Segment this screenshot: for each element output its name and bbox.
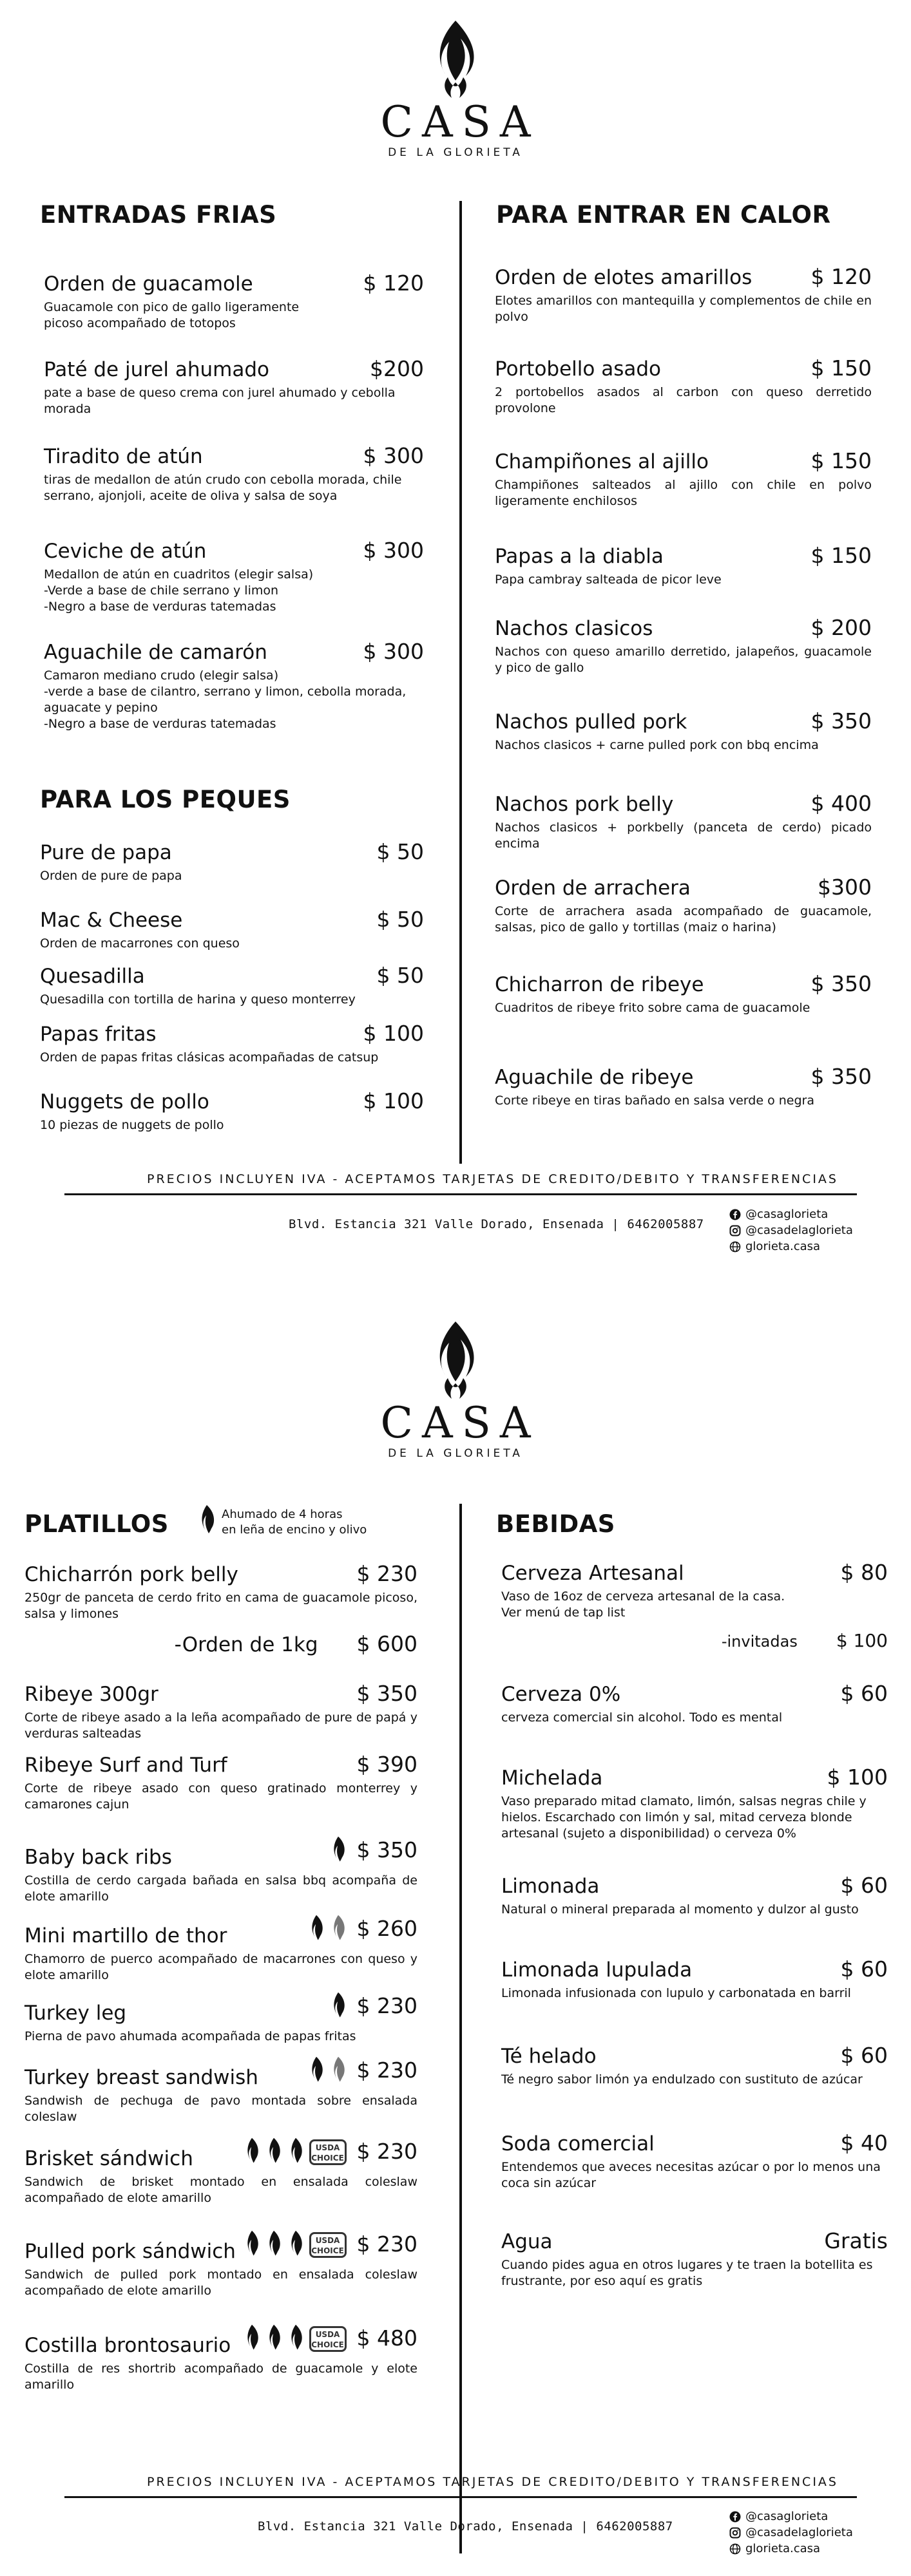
globe-icon	[729, 1241, 741, 1253]
menu-item	[495, 1064, 872, 1109]
item-name: Limonada	[501, 1875, 600, 1898]
item-name: Mini martillo de thor	[24, 1924, 227, 1947]
menu-item	[40, 1088, 424, 1133]
menu-item	[501, 2130, 888, 2192]
item-name: Ceviche de atún	[44, 540, 207, 563]
menu-item	[24, 2056, 417, 2125]
item-price: $ 230	[356, 1993, 417, 2018]
item-name: Michelada	[501, 1766, 603, 1790]
item-price: $ 100	[363, 1021, 424, 1046]
footer-divider	[64, 2496, 857, 2498]
item-name: Tiradito de atún	[44, 445, 203, 468]
flame-icon	[287, 2230, 304, 2258]
menu-item	[44, 443, 424, 504]
item-price: $ 350	[810, 971, 872, 996]
menu-item	[44, 356, 424, 417]
item-description: 250gr de panceta de cerdo frito en cama de guacamole picoso, salsa y limones	[24, 1591, 417, 1621]
facebook-handle[interactable]: @casaglorieta	[745, 2510, 829, 2523]
flame-icon	[308, 1914, 325, 1942]
menu-item	[501, 1765, 888, 1842]
item-description: tiras de medallon de atún crudo con cebolla morada, chile serrano, ajonjoli, aceite de oliva y salsa de soya	[44, 473, 402, 503]
item-description: Corte ribeye en tiras bañado en salsa verde o negra	[495, 1094, 814, 1108]
item-price: $ 480	[356, 2325, 417, 2351]
item-description: Vaso de 16oz de cerveza artesanal de la casa. Ver menú de tap list	[501, 1589, 785, 1620]
item-description: 10 piezas de nuggets de pollo	[40, 1118, 224, 1132]
item-description: Medallon de atún en cuadritos (elegir salsa) -Verde a base de chile serrano y limon -Negro a base de verduras tatemadas	[44, 567, 314, 614]
item-name: Costilla brontosaurio	[24, 2334, 231, 2357]
section-title-para-entrar-en-calor: PARA ENTRAR EN CALOR	[496, 201, 831, 229]
item-price: $ 350	[810, 708, 872, 734]
usda-choice-badge: USDA CHOICE	[309, 2139, 347, 2165]
item-description: Sandwich de pulled pork montado en ensalada coleslaw acompañado de elote amarillo	[24, 2268, 417, 2298]
item-description: Costilla de res shortrib acompañado de guacamole y elote amarillo	[24, 2362, 417, 2392]
menu-item	[44, 270, 424, 332]
column-divider	[459, 201, 462, 1164]
item-description: Nachos clasicos + carne pulled pork con bbq encima	[495, 738, 819, 752]
item-price: $ 120	[363, 270, 424, 296]
item-description: Sandwich de brisket montado en ensalada coleslaw acompañado de elote amarillo	[24, 2175, 417, 2205]
flame-icon	[308, 2056, 325, 2084]
item-description: Champiñones salteados al ajillo con chile en polvo ligeramente enchilosos	[495, 478, 872, 508]
social-links	[729, 2508, 853, 2557]
menu-item	[501, 2228, 888, 2289]
menu-item	[501, 2043, 888, 2088]
item-description: Nachos clasicos + porkbelly (panceta de cerdo) picado encima	[495, 820, 872, 851]
item-price: $ 230	[356, 1561, 417, 1586]
menu-item	[501, 1873, 888, 1918]
item-name: Nuggets de pollo	[40, 1090, 209, 1113]
item-name: Chicharrón pork belly	[24, 1563, 238, 1586]
flame-icon	[265, 2137, 282, 2165]
item-extra-name: -Orden de 1kg	[174, 1633, 318, 1656]
item-name: Cerveza Artesanal	[501, 1562, 684, 1585]
item-description: Corte de arrachera asada acompañado de guacamole, salsas, pico de gallo y tortillas (maiz o harina)	[495, 904, 872, 934]
item-price: $ 300	[363, 639, 424, 664]
logo	[359, 1320, 552, 1460]
item-price: $ 50	[376, 963, 424, 988]
flame-icon	[330, 1914, 347, 1942]
address: Blvd. Estancia 321 Valle Dorado, Ensenada | 6462005887	[258, 2519, 673, 2533]
instagram-icon	[729, 2527, 741, 2539]
item-description: Papa cambray salteada de picor leve	[495, 573, 722, 587]
menu-item	[24, 2230, 417, 2299]
menu-item	[495, 708, 872, 753]
item-price: $ 150	[810, 543, 872, 568]
footer-divider	[64, 1193, 857, 1195]
item-price: $200	[370, 356, 424, 381]
flame-icon	[265, 2230, 282, 2258]
item-description: Corte de ribeye asado con queso gratinado monterrey y camarones cajun	[24, 1781, 417, 1812]
item-price: $ 350	[810, 1064, 872, 1089]
menu-item	[24, 1681, 417, 1742]
item-price: $ 50	[376, 907, 424, 932]
item-price: $ 60	[840, 1681, 888, 1706]
item-extra-price: $ 100	[836, 1630, 888, 1651]
menu-item	[495, 448, 872, 509]
item-name: Quesadilla	[40, 965, 145, 988]
item-price: $ 230	[356, 2138, 417, 2164]
item-price: $ 80	[840, 1560, 888, 1585]
item-price: $ 120	[810, 264, 872, 289]
item-name: Papas a la diabla	[495, 545, 664, 568]
item-description: Té negro sabor limón ya endulzado con sustituto de azúcar	[501, 2072, 863, 2087]
item-name: Limonada lupulada	[501, 1958, 693, 1982]
menu-item	[40, 839, 424, 884]
item-description: Elotes amarillos con mantequilla y complementos de chile en polvo	[495, 294, 872, 324]
website-link[interactable]: glorieta.casa	[745, 2542, 821, 2555]
menu-item	[24, 1835, 417, 1905]
item-price: $ 350	[356, 1681, 417, 1706]
item-name: Soda comercial	[501, 2132, 655, 2155]
menu-item	[495, 971, 872, 1016]
section-title-entradas-frias: ENTRADAS FRIAS	[40, 201, 277, 229]
item-description: 2 portobellos asados al carbon con queso derretido provolone	[495, 385, 872, 415]
smoked-flames	[244, 2137, 347, 2165]
item-name: Baby back ribs	[24, 1846, 172, 1869]
item-name: Orden de arrachera	[495, 876, 691, 900]
flame-icon	[244, 2324, 260, 2352]
item-price: Gratis	[824, 2228, 888, 2253]
flame-icon	[330, 2056, 347, 2084]
item-description: cerveza comercial sin alcohol. Todo es mental	[501, 1710, 783, 1725]
social-links	[729, 1206, 853, 1255]
flame-icon	[287, 2324, 304, 2352]
flame-icon	[244, 2137, 260, 2165]
item-name: Pure de papa	[40, 841, 172, 864]
menu-item	[24, 1561, 417, 1656]
item-description: Natural o mineral preparada al momento y dulzor al gusto	[501, 1902, 859, 1917]
item-description: Guacamole con pico de gallo ligeramente picoso acompañado de totopos	[44, 300, 300, 330]
instagram-icon	[729, 1225, 741, 1236]
menu-item	[501, 1956, 888, 2002]
menu-item	[495, 264, 872, 325]
item-price: $ 260	[356, 1915, 417, 1941]
smoked-flames	[308, 2056, 347, 2084]
item-price: $ 150	[810, 448, 872, 473]
item-name: Brisket sándwich	[24, 2147, 193, 2170]
item-description: Entendemos que aveces necesitas azúcar o por lo menos una coca sin azúcar	[501, 2160, 881, 2190]
brand-name: CASA	[380, 1398, 540, 1448]
item-price: $ 100	[363, 1088, 424, 1113]
item-price: $ 60	[840, 2043, 888, 2068]
logo	[359, 19, 552, 159]
section-title-platillos: PLATILLOS	[24, 1510, 169, 1538]
menu-item	[24, 1914, 417, 1984]
menu-item	[24, 2137, 417, 2206]
menu-item	[501, 1681, 888, 1726]
item-name: Portobello asado	[495, 357, 662, 381]
menu-item	[495, 875, 872, 936]
facebook-icon	[729, 1209, 741, 1220]
menu-item	[24, 1752, 417, 1813]
menu-item	[40, 907, 424, 952]
item-price: $300	[818, 875, 872, 900]
menu-item	[495, 615, 872, 676]
item-description: Vaso preparado mitad clamato, limón, salsas negras chile y hielos. Escarchado con limón y sal, mitad cerveza blonde artesanal (sujeto a disponibilidad) o cerveza 0%	[501, 1794, 867, 1841]
item-name: Paté de jurel ahumado	[44, 358, 269, 381]
item-description: Orden de pure de papa	[40, 869, 182, 883]
menu-item	[501, 1560, 888, 1651]
item-description: Pierna de pavo ahumada acompañada de papas fritas	[24, 2029, 356, 2043]
item-description: Costilla de cerdo cargada bañada en salsa bbq acompaña de elote amarillo	[24, 1873, 417, 1904]
item-price: $ 350	[356, 1837, 417, 1862]
item-description: Nachos con queso amarillo derretido, jalapeños, guacamole y pico de gallo	[495, 645, 872, 675]
item-name: Turkey leg	[24, 2002, 127, 2025]
item-name: Té helado	[501, 2045, 597, 2068]
footer-note: PRECIOS INCLUYEN IVA - ACEPTAMOS TARJETAS DE CREDITO/DEBITO Y TRANSFERENCIAS	[147, 1172, 838, 1186]
menu-item	[44, 538, 424, 615]
item-name: Pulled pork sándwich	[24, 2240, 236, 2263]
item-name: Orden de elotes amarillos	[495, 266, 753, 289]
item-extra-price: $ 600	[356, 1631, 417, 1656]
smoked-flame-icon	[198, 1504, 215, 1539]
item-price: $ 400	[810, 791, 872, 816]
usda-choice-badge: USDA CHOICE	[309, 2232, 347, 2258]
item-description: Camaron mediano crudo (elegir salsa) -verde a base de cilantro, serrano y limon, cebolla morada, aguacate y pepino -Negro a base de verduras tatemadas	[44, 668, 407, 731]
footer-note: PRECIOS INCLUYEN IVA - ACEPTAMOS TARJETAS DE CREDITO/DEBITO Y TRANSFERENCIAS	[147, 2475, 838, 2489]
item-description: Quesadilla con tortilla de harina y queso monterrey	[40, 992, 356, 1007]
item-price: $ 50	[376, 839, 424, 864]
flame-icon	[244, 2230, 260, 2258]
brand-name: CASA	[380, 97, 540, 147]
item-price: $ 390	[356, 1752, 417, 1777]
item-description: Cuadritos de ribeye frito sobre cama de guacamole	[495, 1001, 810, 1015]
flame-icon	[330, 1835, 347, 1864]
smoked-flames	[244, 2230, 347, 2258]
menu-item	[24, 2324, 417, 2393]
item-name: Cerveza 0%	[501, 1683, 621, 1706]
item-price: $ 230	[356, 2231, 417, 2257]
address: Blvd. Estancia 321 Valle Dorado, Ensenada | 6462005887	[289, 1217, 704, 1231]
section-title-bebidas: BEBIDAS	[496, 1510, 615, 1538]
smoked-flames	[244, 2324, 347, 2352]
website-link[interactable]: glorieta.casa	[745, 1240, 821, 1253]
item-price: $ 40	[840, 2130, 888, 2155]
item-name: Orden de guacamole	[44, 272, 253, 296]
instagram-handle[interactable]: @casadelaglorieta	[745, 1224, 853, 1237]
brand-subtitle: DE LA GLORIETA	[388, 1447, 523, 1460]
flame-logo-icon	[430, 1320, 481, 1401]
globe-icon	[729, 2543, 741, 2555]
item-extra-name: -invitadas	[721, 1633, 798, 1651]
item-name: Champiñones al ajillo	[495, 450, 709, 473]
item-price: $ 300	[363, 538, 424, 563]
item-name: Ribeye Surf and Turf	[24, 1754, 227, 1777]
item-name: Papas fritas	[40, 1023, 157, 1046]
smoked-flames	[330, 1991, 347, 2020]
flame-logo-icon	[430, 19, 481, 100]
instagram-handle[interactable]: @casadelaglorieta	[745, 2526, 853, 2539]
item-description: Sandwish de pechuga de pavo montada sobre ensalada coleslaw	[24, 2094, 417, 2124]
item-price: $ 200	[810, 615, 872, 640]
item-description: Orden de papas fritas clásicas acompañadas de catsup	[40, 1050, 379, 1065]
facebook-handle[interactable]: @casaglorieta	[745, 1208, 829, 1221]
smoked-flames	[330, 1835, 347, 1864]
item-price: $ 100	[827, 1765, 888, 1790]
menu-item	[495, 543, 872, 588]
item-description: Chamorro de puerco acompañado de macarrones con queso y elote amarillo	[24, 1952, 417, 1982]
menu-item	[40, 963, 424, 1008]
item-price: $ 300	[363, 443, 424, 468]
flame-icon	[330, 1991, 347, 2020]
flame-icon	[287, 2137, 304, 2165]
item-name: Mac & Cheese	[40, 909, 183, 932]
item-name: Nachos clasicos	[495, 617, 653, 640]
menu-item	[495, 355, 872, 417]
item-description: Corte de ribeye asado a la leña acompañado de pure de papá y verduras salteadas	[24, 1710, 417, 1741]
flame-icon	[265, 2324, 282, 2352]
item-description: Cuando pides agua en otros lugares y te traen la botellita es frustrante, por eso aquí es gratis	[501, 2258, 873, 2288]
menu-item	[40, 1021, 424, 1066]
item-price: $ 150	[810, 355, 872, 381]
menu-item	[495, 791, 872, 852]
item-name: Aguachile de ribeye	[495, 1066, 694, 1089]
brand-subtitle: DE LA GLORIETA	[388, 146, 523, 159]
item-price: $ 230	[356, 2057, 417, 2083]
column-divider	[459, 1504, 462, 2553]
menu-item	[24, 1991, 417, 2045]
menu-item	[44, 639, 424, 732]
item-name: Chicharron de ribeye	[495, 973, 704, 996]
item-name: Nachos pulled pork	[495, 710, 687, 734]
usda-choice-badge: USDA CHOICE	[309, 2326, 347, 2352]
facebook-icon	[729, 2511, 741, 2523]
smoked-flames	[308, 1914, 347, 1942]
item-name: Turkey breast sandwish	[24, 2066, 258, 2089]
item-description: Orden de macarrones con queso	[40, 936, 240, 951]
item-price: $ 60	[840, 1956, 888, 1982]
item-name: Nachos pork belly	[495, 793, 674, 816]
item-description: Limonada infusionada con lupulo y carbonatada en barril	[501, 1986, 851, 2000]
smoked-note: Ahumado de 4 horas en leña de encino y olivo	[222, 1508, 367, 1537]
item-name: Ribeye 300gr	[24, 1683, 158, 1706]
section-title-para-los-peques: PARA LOS PEQUES	[40, 786, 291, 813]
item-name: Agua	[501, 2230, 553, 2253]
item-name: Aguachile de camarón	[44, 641, 267, 664]
item-price: $ 60	[840, 1873, 888, 1898]
item-description: pate a base de queso crema con jurel ahumado y cebolla morada	[44, 386, 396, 416]
